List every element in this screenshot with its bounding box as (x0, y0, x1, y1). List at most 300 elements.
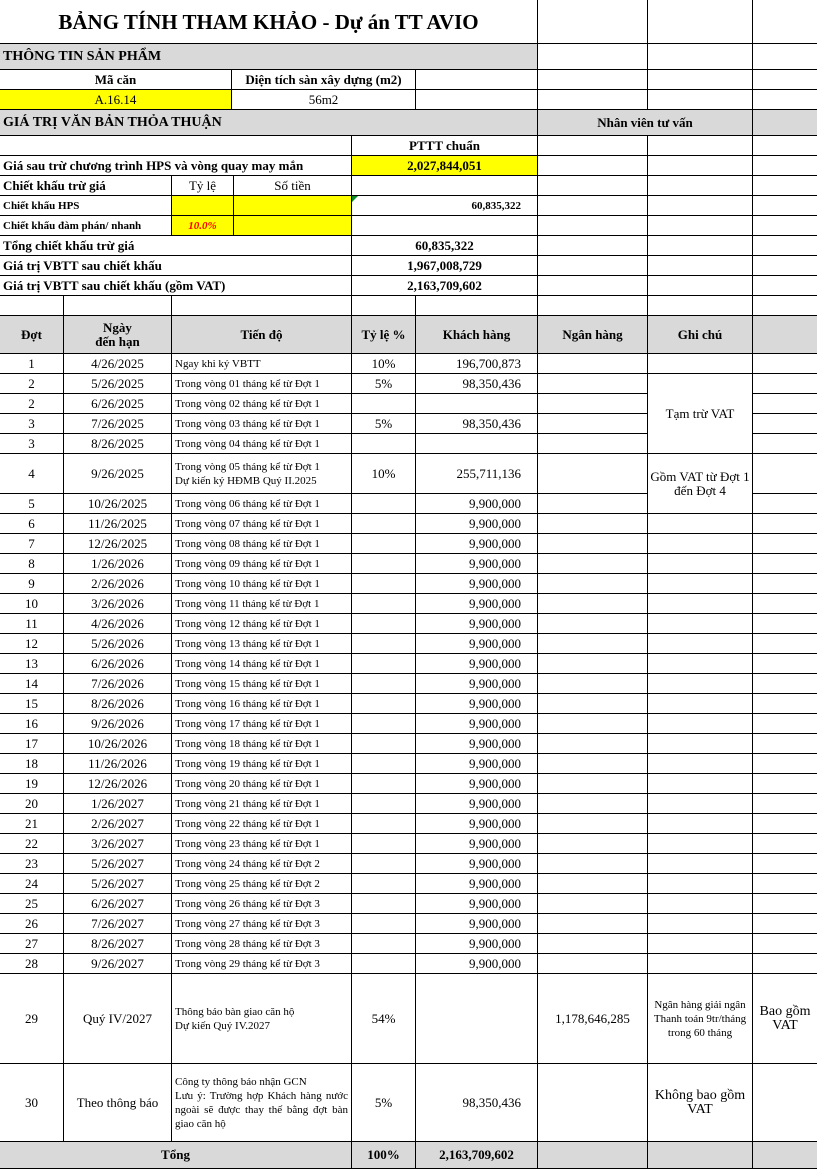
row-customer-amount (416, 394, 538, 414)
blank (538, 136, 648, 156)
blank (753, 156, 817, 176)
row-percent (352, 554, 416, 574)
row-bank (538, 1064, 648, 1142)
row-date-text: 12/26/2025 (87, 535, 148, 551)
row-date (64, 674, 172, 694)
blank (648, 70, 753, 90)
row-progress-text: Trong vòng 29 tháng kể từ Đợt 3 (175, 957, 320, 970)
blank (753, 276, 817, 296)
row-customer-amount-text: 9,900,000 (469, 915, 521, 931)
row-customer-amount (416, 1064, 538, 1142)
unit-code (0, 90, 232, 110)
row-progress-text: Trong vòng 27 tháng kể từ Đợt 3 (175, 917, 320, 930)
blank (753, 794, 817, 814)
amount-label (234, 176, 352, 196)
vbtt-after-value (352, 256, 538, 276)
blank (538, 156, 648, 176)
row-dot (0, 734, 64, 754)
row-date-text: 5/26/2027 (91, 855, 144, 871)
note-line: Thanh toán 9tr/tháng trong 60 tháng (653, 1012, 747, 1039)
blank (753, 1064, 817, 1142)
blank (753, 514, 817, 534)
nego-amount-input[interactable] (234, 216, 352, 236)
row-customer-amount (416, 974, 538, 1064)
row-bank-amount-text: 1,178,646,285 (555, 1010, 630, 1026)
row-progress-lines (175, 1005, 294, 1033)
total-label (0, 1142, 352, 1169)
blank (753, 774, 817, 794)
row-dot (0, 554, 64, 574)
row-customer-amount-text: 9,900,000 (469, 555, 521, 571)
row-progress (172, 414, 352, 434)
row-note (648, 1064, 753, 1142)
blank (753, 374, 817, 394)
row-customer-amount (416, 654, 538, 674)
row-progress (172, 1064, 352, 1142)
area-value-text: 56m2 (308, 91, 339, 107)
row-bank (538, 394, 648, 414)
row-dot-text: 12 (25, 635, 38, 651)
row-customer-amount-text: 9,900,000 (469, 815, 521, 831)
row-customer-amount-text: 9,900,000 (469, 635, 521, 651)
note-vat-incl-text: Gồm VAT từ Đợt 1 đến Đợt 4 (650, 468, 750, 498)
row-percent (352, 354, 416, 374)
row-customer-amount (416, 374, 538, 394)
header-line: đến hạn (95, 333, 140, 349)
row-bank (538, 734, 648, 754)
blank (753, 614, 817, 634)
blank (648, 276, 753, 296)
row-note (648, 634, 753, 654)
nego-rate[interactable] (172, 216, 234, 236)
total-percent-text: 100% (367, 1147, 400, 1162)
blank (416, 296, 538, 316)
price-after-label-text: Giá sau trừ chương trình HPS và vòng quay may mắn (3, 157, 304, 173)
total-percent (352, 1142, 416, 1169)
row-progress-text: Trong vòng 10 tháng kể từ Đợt 1 (175, 577, 320, 590)
blank (753, 44, 817, 70)
row-date-text: Theo thông báo (76, 1094, 159, 1110)
row-date-text: 12/26/2026 (87, 775, 148, 791)
blank (538, 44, 648, 70)
row-progress (172, 854, 352, 874)
row-progress-text: Trong vòng 15 tháng kể từ Đợt 1 (175, 677, 320, 690)
row-note (648, 974, 753, 1064)
row-percent (352, 674, 416, 694)
row-dot (0, 834, 64, 854)
row-date-text: 4/26/2026 (91, 615, 144, 631)
row-progress (172, 934, 352, 954)
row-dot (0, 454, 64, 494)
blank (753, 814, 817, 834)
area-value (232, 90, 416, 110)
blank (753, 954, 817, 974)
section-product-text: THÔNG TIN SẢN PHẨM (3, 48, 162, 64)
col-header-dot-text: Đợt (21, 326, 42, 342)
row-percent-text: 5% (374, 415, 393, 431)
col-header-progress (172, 316, 352, 354)
row-bank (538, 594, 648, 614)
row-date-text: 2/26/2027 (91, 815, 144, 831)
row-percent (352, 814, 416, 834)
row-date (64, 434, 172, 454)
row-note (648, 934, 753, 954)
row-progress-text: Trong vòng 03 tháng kể từ Đợt 1 (175, 417, 320, 430)
row-bank (538, 834, 648, 854)
row-percent-text: 54% (371, 1010, 396, 1026)
row-note (648, 894, 753, 914)
row-customer-amount-text: 9,900,000 (469, 575, 521, 591)
row-dot-text: 2 (28, 395, 35, 411)
row-progress (172, 434, 352, 454)
blank (0, 136, 352, 156)
blank (753, 654, 817, 674)
row-date-text: 5/26/2026 (91, 635, 144, 651)
row-customer-amount-text: 9,900,000 (469, 715, 521, 731)
blank (753, 674, 817, 694)
row-date (64, 1064, 172, 1142)
total-discount-label (0, 236, 352, 256)
vbtt-vat-value-text: 2,163,709,602 (407, 277, 482, 293)
row-bank (538, 854, 648, 874)
row-note (648, 794, 753, 814)
row-percent (352, 1064, 416, 1142)
row-date (64, 954, 172, 974)
row-note (648, 574, 753, 594)
price-after-value-text: 2,027,844,051 (407, 157, 482, 173)
blank (352, 176, 538, 196)
row-customer-amount (416, 494, 538, 514)
row-percent (352, 714, 416, 734)
row-bank (538, 754, 648, 774)
row-date-text: 4/26/2025 (91, 355, 144, 371)
row-progress (172, 774, 352, 794)
blank (538, 236, 648, 256)
row-progress (172, 974, 352, 1064)
row-dot (0, 1064, 64, 1142)
row-customer-amount-text: 9,900,000 (469, 675, 521, 691)
row-dot (0, 494, 64, 514)
col-header-bank-text: Ngân hàng (562, 326, 623, 342)
row-dot-text: 13 (25, 655, 38, 671)
row-dot-text: 7 (28, 535, 35, 551)
row-date-text: 7/26/2026 (91, 675, 144, 691)
blank (648, 0, 753, 44)
row-note (648, 814, 753, 834)
row-note (648, 754, 753, 774)
row-percent (352, 634, 416, 654)
row-percent (352, 654, 416, 674)
col-header-percent (352, 316, 416, 354)
total-amount-text: 2,163,709,602 (439, 1147, 514, 1162)
total-label-text: Tổng (161, 1147, 190, 1162)
blank (753, 236, 817, 256)
hps-rate-input[interactable] (172, 196, 234, 216)
row-customer-amount (416, 914, 538, 934)
blank (753, 634, 817, 654)
blank (753, 714, 817, 734)
row-dot-text: 4 (28, 465, 35, 481)
progress-line: Thông báo bàn giao căn hộ (175, 1005, 295, 1018)
row-date (64, 694, 172, 714)
row-customer-amount (416, 694, 538, 714)
row-customer-amount (416, 534, 538, 554)
vbtt-after-value-text: 1,967,008,729 (407, 257, 482, 273)
nego-label-text: Chiết khấu đàm phán/ nhanh (3, 219, 142, 232)
row-dot-text: 25 (25, 895, 38, 911)
row-dot-text: 27 (25, 935, 38, 951)
row-percent (352, 794, 416, 814)
col-header-customer-text: Khách hàng (442, 326, 511, 342)
row-dot-text: 26 (25, 915, 38, 931)
blank (352, 216, 538, 236)
blank (538, 176, 648, 196)
row-date-text: 9/26/2026 (91, 715, 144, 731)
unit-code-label (0, 70, 232, 90)
comment-marker-icon (352, 196, 358, 202)
row-progress (172, 734, 352, 754)
row-bank (538, 634, 648, 654)
row-dot (0, 354, 64, 374)
blank (648, 1142, 753, 1169)
blank (753, 216, 817, 236)
blank (538, 256, 648, 276)
vbtt-vat-label-text: Giá trị VBTT sau chiết khấu (gồm VAT) (3, 277, 226, 293)
row-progress (172, 954, 352, 974)
blank (753, 874, 817, 894)
row-percent (352, 974, 416, 1064)
row-dot-text: 5 (28, 495, 35, 511)
row-customer-amount-text: 9,900,000 (469, 895, 521, 911)
blank (753, 914, 817, 934)
vbtt-after-label-text: Giá trị VBTT sau chiết khấu (3, 257, 162, 273)
hps-amount-input[interactable] (234, 196, 352, 216)
row-percent (352, 514, 416, 534)
row-customer-amount-text: 9,900,000 (469, 855, 521, 871)
row-progress (172, 514, 352, 534)
row-percent (352, 374, 416, 394)
unit-code-text: A.16.14 (94, 91, 137, 107)
row-percent (352, 774, 416, 794)
row-progress-text: Trong vòng 13 tháng kể từ Đợt 1 (175, 637, 320, 650)
vbtt-after-label (0, 256, 352, 276)
row-customer-amount-text: 9,900,000 (469, 735, 521, 751)
blank (648, 90, 753, 110)
row-date-text: 8/26/2027 (91, 935, 144, 951)
blank (753, 494, 817, 514)
row-customer-amount (416, 894, 538, 914)
blank (753, 594, 817, 614)
blank (64, 296, 172, 316)
row-progress-text: Trong vòng 01 tháng kể từ Đợt 1 (175, 377, 320, 390)
row-date-text: 6/26/2025 (91, 395, 144, 411)
row-customer-amount-text: 98,350,436 (462, 375, 521, 391)
blank (648, 296, 753, 316)
row-date-text: 3/26/2026 (91, 595, 144, 611)
row-dot (0, 694, 64, 714)
row-date-text: 9/26/2027 (91, 955, 144, 971)
col-header-progress-text: Tiến độ (240, 326, 283, 342)
row-percent (352, 954, 416, 974)
row-progress (172, 494, 352, 514)
row-note (648, 614, 753, 634)
blank (753, 296, 817, 316)
hps-discount-label-text: Chiết khấu HPS (3, 199, 80, 212)
row-dot (0, 714, 64, 734)
row-dot (0, 374, 64, 394)
blank (753, 316, 817, 354)
progress-line: Dự kiến Quý IV.2027 (175, 1019, 270, 1032)
row-percent (352, 874, 416, 894)
row-dot-text: 15 (25, 695, 38, 711)
blank (416, 70, 538, 90)
row-dot (0, 534, 64, 554)
row-percent (352, 694, 416, 714)
header-line: Ngày (103, 319, 132, 335)
row-customer-amount-text: 9,900,000 (469, 595, 521, 611)
row-dot (0, 574, 64, 594)
row-dot (0, 894, 64, 914)
blank (538, 216, 648, 236)
row-bank (538, 514, 648, 534)
blank (648, 156, 753, 176)
row-note (648, 534, 753, 554)
row-progress-text: Trong vòng 06 tháng kể từ Đợt 1 (175, 497, 320, 510)
blank (753, 694, 817, 714)
blank (753, 834, 817, 854)
section-product (0, 44, 538, 70)
blank (753, 454, 817, 494)
row-date (64, 914, 172, 934)
row-progress-text: Trong vòng 17 tháng kể từ Đợt 1 (175, 717, 320, 730)
row-note (648, 714, 753, 734)
area-label (232, 70, 416, 90)
row-progress-text: Trong vòng 26 tháng kể từ Đợt 3 (175, 897, 320, 910)
row-note (648, 954, 753, 974)
row-percent-text: 10% (371, 465, 396, 481)
row-date (64, 974, 172, 1064)
row-dot (0, 674, 64, 694)
row-dot-text: 10 (25, 595, 38, 611)
row-customer-amount (416, 574, 538, 594)
area-label-text: Diện tích sàn xây dựng (m2) (245, 71, 402, 87)
blank (753, 734, 817, 754)
row-progress (172, 534, 352, 554)
section-value (0, 110, 538, 136)
row-date-text: 3/26/2027 (91, 835, 144, 851)
pttt-label (352, 136, 538, 156)
row-dot-text: 29 (25, 1010, 38, 1026)
row-percent (352, 914, 416, 934)
row-dot (0, 874, 64, 894)
row-customer-amount (416, 634, 538, 654)
row-date (64, 734, 172, 754)
row-date (64, 614, 172, 634)
row-customer-amount (416, 834, 538, 854)
row-dot (0, 934, 64, 954)
row-percent (352, 534, 416, 554)
row-bank (538, 694, 648, 714)
row-dot (0, 614, 64, 634)
row-progress (172, 454, 352, 494)
row-dot (0, 634, 64, 654)
blank (0, 296, 64, 316)
pttt-label-text: PTTT chuẩn (409, 137, 480, 153)
row-progress-text: Trong vòng 28 tháng kể từ Đợt 3 (175, 937, 320, 950)
row-date (64, 714, 172, 734)
row-customer-amount-text: 98,350,436 (462, 415, 521, 431)
row-progress-text: Ngay khi ký VBTT (175, 357, 261, 370)
row-date (64, 354, 172, 374)
row-progress-text: Trong vòng 25 tháng kể từ Đợt 2 (175, 877, 320, 890)
row-progress (172, 914, 352, 934)
row-date (64, 834, 172, 854)
row-percent (352, 574, 416, 594)
blank (753, 136, 817, 156)
row-dot-text: 28 (25, 955, 38, 971)
row-customer-amount-text: 9,900,000 (469, 535, 521, 551)
row-dot (0, 414, 64, 434)
blank (753, 894, 817, 914)
row-customer-amount (416, 954, 538, 974)
row-date (64, 634, 172, 654)
row-note (648, 694, 753, 714)
row-dot (0, 974, 64, 1064)
row-dot-text: 22 (25, 835, 38, 851)
row-date-text: 1/26/2026 (91, 555, 144, 571)
row-customer-amount (416, 714, 538, 734)
row-date (64, 574, 172, 594)
col-header-percent-text: Tỷ lệ % (361, 326, 406, 342)
row-customer-amount (416, 354, 538, 374)
row-customer-amount (416, 674, 538, 694)
note-vat-incl (648, 454, 753, 514)
row-date (64, 374, 172, 394)
row-progress-text: Trong vòng 07 tháng kể từ Đợt 1 (175, 517, 320, 530)
row-extra-note-text: Bao gồm VAT (759, 1003, 811, 1033)
nego-label (0, 216, 172, 236)
row-note (648, 874, 753, 894)
row-date-text: 6/26/2027 (91, 895, 144, 911)
row-bank (538, 654, 648, 674)
note-line: Ngân hàng giải ngân (654, 998, 746, 1011)
blank (753, 554, 817, 574)
blank (648, 176, 753, 196)
row-bank (538, 554, 648, 574)
row-dot-text: 23 (25, 855, 38, 871)
blank (648, 136, 753, 156)
row-customer-amount (416, 434, 538, 454)
row-customer-amount-text: 9,900,000 (469, 655, 521, 671)
row-progress (172, 714, 352, 734)
blank (648, 44, 753, 70)
row-customer-amount-text: 9,900,000 (469, 515, 521, 531)
row-customer-amount (416, 794, 538, 814)
blank (648, 236, 753, 256)
row-progress (172, 394, 352, 414)
row-progress (172, 874, 352, 894)
ratio-label-text: Tỷ lệ (188, 177, 217, 193)
row-progress-text: Trong vòng 18 tháng kể từ Đợt 1 (175, 737, 320, 750)
row-customer-amount-text: 9,900,000 (469, 755, 521, 771)
blank (538, 90, 648, 110)
row-progress-text: Trong vòng 21 tháng kể từ Đợt 1 (175, 797, 320, 810)
row-date (64, 854, 172, 874)
row-percent (352, 734, 416, 754)
unit-code-label-text: Mã căn (94, 71, 137, 87)
row-customer-amount (416, 814, 538, 834)
row-customer-amount-text: 196,700,873 (456, 355, 521, 371)
